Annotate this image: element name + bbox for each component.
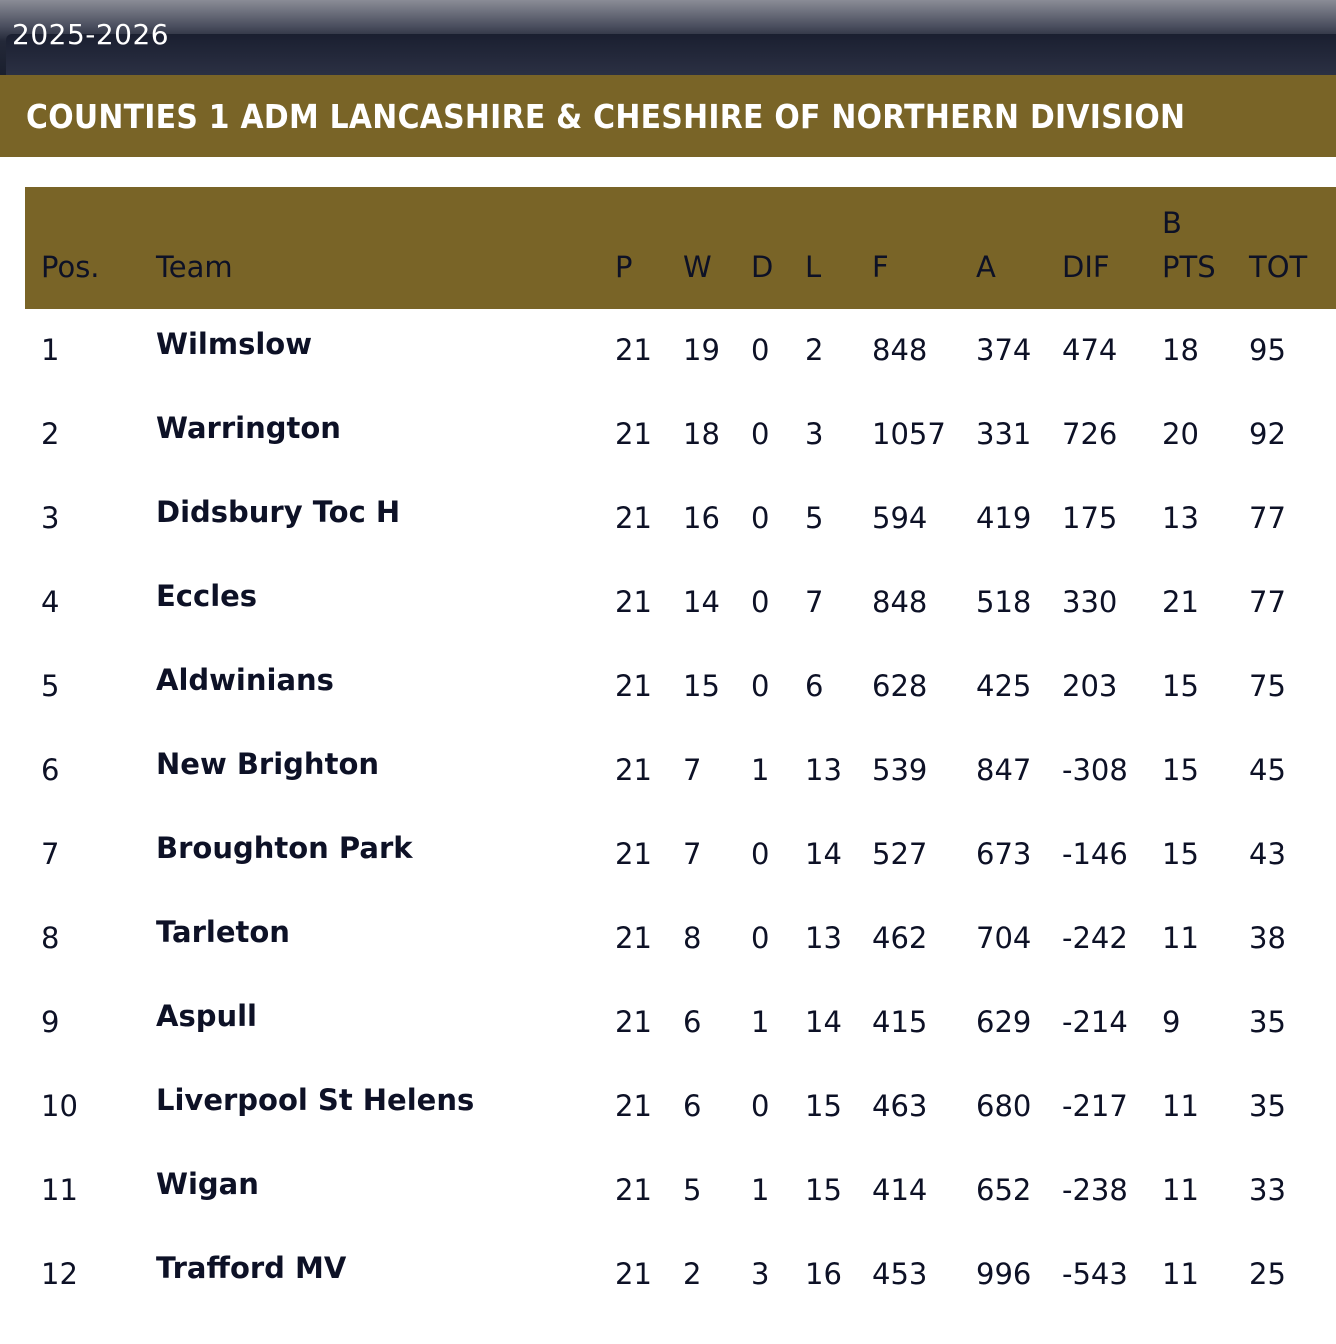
cell-lost: 3 [805, 417, 824, 451]
cell-total: 95 [1249, 333, 1286, 367]
cell-against: 680 [976, 1089, 1032, 1123]
header-for: F [872, 249, 889, 284]
division-banner [0, 75, 1336, 157]
table-row [25, 561, 1336, 645]
table-row [25, 477, 1336, 561]
cell-for: 414 [872, 1173, 928, 1207]
cell-played: 21 [615, 501, 652, 535]
cell-lost: 13 [805, 921, 842, 955]
cell-drawn: 1 [751, 1173, 770, 1207]
team-link[interactable]: Didsbury Toc H [156, 495, 401, 529]
team-link[interactable]: Aspull [156, 999, 257, 1033]
cell-won: 6 [683, 1005, 702, 1039]
cell-bonus-points: 9 [1162, 1005, 1181, 1039]
cell-won: 16 [683, 501, 720, 535]
cell-lost: 14 [805, 1005, 842, 1039]
cell-difference: -242 [1062, 921, 1128, 955]
cell-difference: 726 [1062, 417, 1118, 451]
header-pos: Pos. [41, 249, 100, 284]
cell-played: 21 [615, 1257, 652, 1291]
cell-for: 462 [872, 921, 928, 955]
cell-pos: 11 [41, 1173, 78, 1207]
cell-bonus-points: 21 [1162, 585, 1199, 619]
cell-bonus-points: 15 [1162, 669, 1199, 703]
cell-bonus-points: 20 [1162, 417, 1199, 451]
team-link[interactable]: Tarleton [156, 915, 290, 949]
header-team: Team [156, 249, 233, 284]
cell-difference: -217 [1062, 1089, 1128, 1123]
header-lost: L [805, 249, 822, 284]
table-row [25, 309, 1336, 393]
cell-total: 77 [1249, 501, 1286, 535]
cell-difference: -146 [1062, 837, 1128, 871]
cell-for: 848 [872, 333, 928, 367]
division-title: COUNTIES 1 ADM LANCASHIRE & CHESHIRE OF NORTHERN DIVISION [26, 97, 1186, 136]
cell-against: 419 [976, 501, 1032, 535]
cell-pos: 5 [41, 669, 60, 703]
cell-won: 6 [683, 1089, 702, 1123]
cell-total: 77 [1249, 585, 1286, 619]
header-difference: DIF [1062, 249, 1110, 284]
team-link[interactable]: Eccles [156, 579, 258, 613]
team-link[interactable]: Liverpool St Helens [156, 1083, 475, 1117]
cell-won: 14 [683, 585, 720, 619]
cell-difference: 175 [1062, 501, 1118, 535]
cell-total: 75 [1249, 669, 1286, 703]
cell-played: 21 [615, 1173, 652, 1207]
table-row [25, 813, 1336, 897]
cell-against: 673 [976, 837, 1032, 871]
cell-drawn: 0 [751, 669, 770, 703]
cell-bonus-points: 18 [1162, 333, 1199, 367]
cell-won: 7 [683, 753, 702, 787]
cell-for: 453 [872, 1257, 928, 1291]
team-link[interactable]: Aldwinians [156, 663, 334, 697]
table-row [25, 729, 1336, 813]
team-link[interactable]: Broughton Park [156, 831, 413, 865]
cell-played: 21 [615, 1005, 652, 1039]
cell-pos: 2 [41, 417, 60, 451]
cell-bonus-points: 11 [1162, 1257, 1199, 1291]
cell-bonus-points: 15 [1162, 753, 1199, 787]
cell-played: 21 [615, 333, 652, 367]
header-drawn: D [751, 249, 774, 284]
cell-against: 629 [976, 1005, 1032, 1039]
cell-won: 2 [683, 1257, 702, 1291]
season-label[interactable]: 2025-2026 [12, 18, 170, 51]
cell-drawn: 0 [751, 501, 770, 535]
header-won: W [683, 249, 712, 284]
table-header [25, 187, 1336, 309]
cell-difference: 474 [1062, 333, 1118, 367]
cell-lost: 5 [805, 501, 824, 535]
cell-drawn: 0 [751, 921, 770, 955]
cell-for: 463 [872, 1089, 928, 1123]
cell-for: 527 [872, 837, 928, 871]
cell-lost: 13 [805, 753, 842, 787]
cell-lost: 15 [805, 1089, 842, 1123]
cell-lost: 6 [805, 669, 824, 703]
table-row [25, 981, 1336, 1065]
table-row [25, 1233, 1336, 1317]
cell-bonus-points: 11 [1162, 921, 1199, 955]
table-body [25, 309, 1336, 1317]
cell-against: 331 [976, 417, 1032, 451]
cell-against: 425 [976, 669, 1032, 703]
cell-total: 25 [1249, 1257, 1286, 1291]
cell-difference: -308 [1062, 753, 1128, 787]
cell-played: 21 [615, 837, 652, 871]
cell-played: 21 [615, 669, 652, 703]
cell-against: 847 [976, 753, 1032, 787]
cell-drawn: 1 [751, 1005, 770, 1039]
cell-played: 21 [615, 1089, 652, 1123]
cell-pos: 12 [41, 1257, 78, 1291]
cell-won: 7 [683, 837, 702, 871]
cell-total: 35 [1249, 1005, 1286, 1039]
cell-for: 539 [872, 753, 928, 787]
cell-difference: 203 [1062, 669, 1118, 703]
cell-total: 92 [1249, 417, 1286, 451]
cell-drawn: 0 [751, 1089, 770, 1123]
cell-against: 518 [976, 585, 1032, 619]
cell-played: 21 [615, 753, 652, 787]
cell-pos: 4 [41, 585, 60, 619]
team-link[interactable]: Trafford MV [156, 1251, 347, 1285]
season-bar [0, 0, 1336, 75]
header-total: TOT [1249, 249, 1308, 284]
header-played: P [615, 249, 633, 284]
cell-pos: 8 [41, 921, 60, 955]
cell-drawn: 0 [751, 837, 770, 871]
header-bonus-points-top: B [1162, 206, 1182, 240]
header-against: A [976, 249, 996, 284]
cell-for: 415 [872, 1005, 928, 1039]
cell-bonus-points: 11 [1162, 1173, 1199, 1207]
cell-difference: 330 [1062, 585, 1118, 619]
header-bonus-points-bottom: PTS [1162, 249, 1216, 284]
cell-for: 628 [872, 669, 928, 703]
cell-difference: -238 [1062, 1173, 1128, 1207]
cell-for: 594 [872, 501, 928, 535]
cell-against: 704 [976, 921, 1032, 955]
team-link[interactable]: Wigan [156, 1167, 259, 1201]
cell-bonus-points: 11 [1162, 1089, 1199, 1123]
cell-drawn: 1 [751, 753, 770, 787]
cell-pos: 1 [41, 333, 60, 367]
cell-won: 18 [683, 417, 720, 451]
team-link[interactable]: Wilmslow [156, 327, 313, 361]
cell-difference: -543 [1062, 1257, 1128, 1291]
cell-drawn: 0 [751, 417, 770, 451]
table-row [25, 393, 1336, 477]
cell-total: 33 [1249, 1173, 1286, 1207]
cell-lost: 14 [805, 837, 842, 871]
team-link[interactable]: Warrington [156, 411, 341, 445]
cell-bonus-points: 13 [1162, 501, 1199, 535]
cell-total: 35 [1249, 1089, 1286, 1123]
cell-won: 15 [683, 669, 720, 703]
table-row [25, 1149, 1336, 1233]
cell-bonus-points: 15 [1162, 837, 1199, 871]
cell-for: 848 [872, 585, 928, 619]
cell-won: 8 [683, 921, 702, 955]
cell-lost: 2 [805, 333, 824, 367]
cell-pos: 6 [41, 753, 60, 787]
cell-against: 652 [976, 1173, 1032, 1207]
league-table [25, 187, 1336, 1317]
cell-pos: 3 [41, 501, 60, 535]
cell-played: 21 [615, 585, 652, 619]
cell-total: 45 [1249, 753, 1286, 787]
cell-lost: 15 [805, 1173, 842, 1207]
cell-drawn: 0 [751, 333, 770, 367]
cell-pos: 10 [41, 1089, 78, 1123]
cell-total: 38 [1249, 921, 1286, 955]
table-row [25, 1065, 1336, 1149]
season-bar-inner [6, 34, 1336, 75]
cell-against: 996 [976, 1257, 1032, 1291]
header-bonus-points [1162, 202, 1216, 289]
cell-played: 21 [615, 921, 652, 955]
table-row [25, 897, 1336, 981]
cell-won: 19 [683, 333, 720, 367]
table-row [25, 645, 1336, 729]
cell-against: 374 [976, 333, 1032, 367]
cell-drawn: 3 [751, 1257, 770, 1291]
cell-total: 43 [1249, 837, 1286, 871]
cell-drawn: 0 [751, 585, 770, 619]
cell-lost: 7 [805, 585, 824, 619]
cell-won: 5 [683, 1173, 702, 1207]
cell-played: 21 [615, 417, 652, 451]
cell-for: 1057 [872, 417, 946, 451]
team-link[interactable]: New Brighton [156, 747, 380, 781]
cell-difference: -214 [1062, 1005, 1128, 1039]
cell-lost: 16 [805, 1257, 842, 1291]
cell-pos: 7 [41, 837, 60, 871]
cell-pos: 9 [41, 1005, 60, 1039]
